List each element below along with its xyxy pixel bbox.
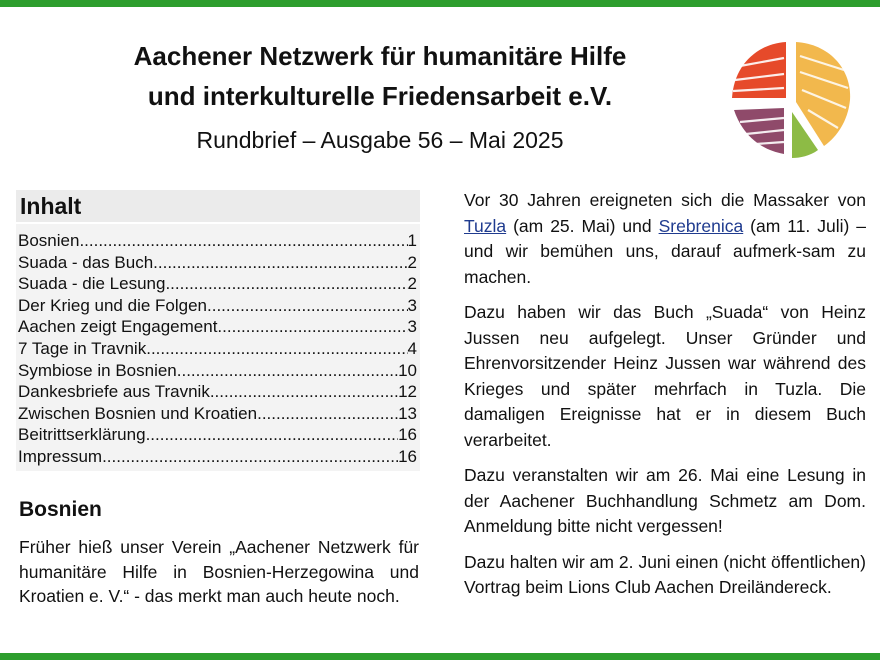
toc-leader-dots <box>217 316 407 338</box>
toc-entry[interactable] <box>18 338 417 360</box>
toc-leader-dots <box>257 403 398 425</box>
toc-leader-dots <box>79 230 407 252</box>
toc-entry[interactable] <box>18 273 417 295</box>
toc-entry-title: Symbiose in Bosnien <box>18 360 177 380</box>
toc-leader-dots <box>153 252 407 274</box>
toc-entry-page: 3 <box>407 295 417 315</box>
toc-entry-title: Der Krieg und die Folgen <box>18 295 208 315</box>
toc-entry-page: 16 <box>398 425 417 445</box>
toc-entry-title: Suada - das Buch <box>18 252 154 272</box>
section-paragraph: Früher hieß unser Verein „Aachener Netzwerk für humanitäre Hilfe in Bosnien-Herzegowina und Kroatien e. V.“ - das merkt man auch heute noch. <box>19 537 419 606</box>
paragraph-massacres <box>464 188 866 290</box>
toc-entry-title: Beitrittserklärung <box>18 425 146 445</box>
toc-entry-title: Suada - die Lesung <box>18 274 166 294</box>
toc-entry-page: 13 <box>398 403 417 423</box>
toc-heading: Inhalt <box>16 190 420 222</box>
paragraph-lecture: Dazu halten wir am 2. Juni einen (nicht öffentlichen) Vortrag beim Lions Club Aachen Dreiländereck. <box>464 551 866 597</box>
toc-entry-page: 3 <box>407 317 417 337</box>
toc-entry[interactable] <box>18 424 417 446</box>
document-header <box>0 36 760 162</box>
toc-entry-title: Zwischen Bosnien und Kroatien <box>18 403 258 423</box>
toc-entry-title: Impressum <box>18 446 103 466</box>
toc-entry[interactable] <box>18 381 417 403</box>
title-line-2: und interkulturelle Friedensarbeit e.V. <box>147 81 613 111</box>
toc-leader-dots <box>165 273 407 295</box>
toc-entry-page: 2 <box>407 274 417 294</box>
table-of-contents <box>16 190 420 471</box>
toc-entry-page: 12 <box>398 382 417 402</box>
paragraph-text: (am 25. Mai) und <box>506 215 659 236</box>
paragraph-text: (am 11. Juli) – und wir bemühen uns, darauf aufmerk-sam zu machen. <box>464 215 867 287</box>
toc-leader-dots <box>146 338 407 360</box>
paragraph-book: Dazu haben wir das Buch „Suada“ von Heinz Jussen neu aufgelegt. Unser Gründer und Ehrenvorsitzender Heinz Jussen war während des Krieges und später mehrfach in Tuzla. Die damaligen Ereignisse hat er in diesem Buch verarbeitet. <box>464 302 866 450</box>
paragraph-reading: Dazu veranstalten wir am 26. Mai eine Lesung in der Aachener Buchhandlung Schmetz am Dom. Anmeldung bitte nicht vergessen! <box>464 465 866 536</box>
toc-entry[interactable] <box>18 360 417 382</box>
toc-entry-title: Bosnien <box>18 231 80 250</box>
toc-entry[interactable] <box>18 446 417 468</box>
toc-entry[interactable] <box>18 403 417 425</box>
toc-leader-dots <box>102 446 398 468</box>
toc-list <box>16 224 420 471</box>
toc-entry[interactable] <box>18 230 417 252</box>
toc-entry-title: 7 Tage in Travnik <box>18 338 147 358</box>
paragraph-text: Vor 30 Jahren ereigneten sich die Massaker von <box>464 190 866 210</box>
toc-leader-dots <box>210 381 398 403</box>
tuzla-link[interactable]: Tuzla <box>464 215 507 236</box>
toc-entry-page: 10 <box>398 360 417 380</box>
section-heading-bosnien: Bosnien <box>19 498 102 521</box>
right-column <box>464 188 866 611</box>
issue-subtitle: Rundbrief – Ausgabe 56 – Mai 2025 <box>196 127 564 153</box>
toc-entry-title: Aachen zeigt Engagement <box>18 317 218 337</box>
peace-logo <box>726 36 856 164</box>
toc-entry-page: 4 <box>407 338 417 358</box>
top-green-border <box>0 0 880 7</box>
toc-entry-page: 1 <box>407 231 417 250</box>
toc-entry-page: 16 <box>398 446 417 466</box>
srebrenica-link[interactable]: Srebrenica <box>658 215 744 236</box>
toc-entry[interactable] <box>18 316 417 338</box>
toc-leader-dots <box>146 424 399 446</box>
toc-leader-dots <box>177 360 398 382</box>
toc-leader-dots <box>207 295 408 317</box>
toc-entry[interactable] <box>18 295 417 317</box>
toc-entry-title: Dankesbriefe aus Travnik <box>18 382 210 402</box>
toc-entry-page: 2 <box>407 252 417 272</box>
toc-entry[interactable] <box>18 252 417 274</box>
title-line-1: Aachener Netzwerk für humanitäre Hilfe <box>133 41 627 71</box>
bottom-green-border <box>0 653 880 660</box>
